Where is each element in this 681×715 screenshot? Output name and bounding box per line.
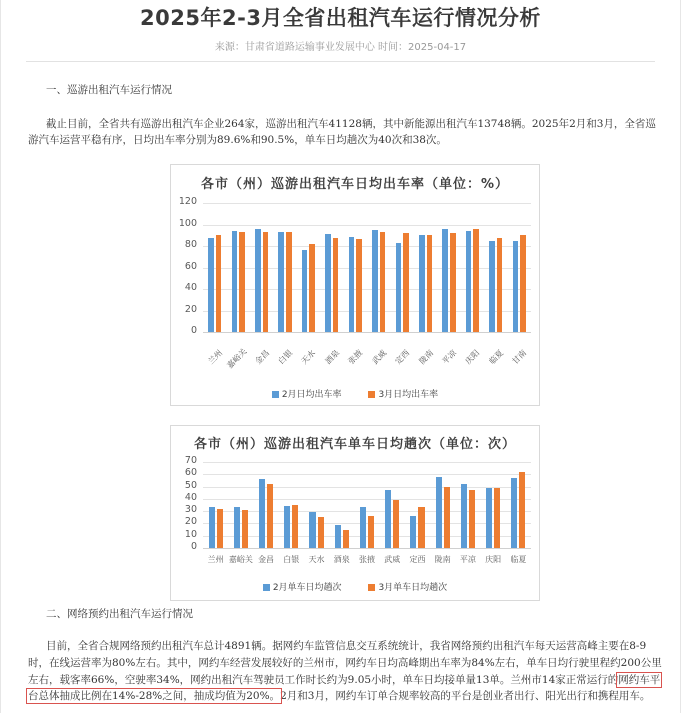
bar [349,237,355,332]
chart-plot-area [184,455,531,564]
gridline [203,511,531,512]
y-tick-label: 40 [184,282,197,293]
bar [325,234,331,332]
bar [356,239,362,332]
bar [209,507,215,548]
x-tick-label: 平凉 [440,348,459,366]
bar [403,233,409,332]
bar [259,479,265,548]
x-tick-label: 甘南 [510,348,529,366]
x-tick-label: 嘉峪关 [228,555,253,564]
bar [309,512,315,548]
highlighted-commission-text: 网约车平台总体抽成比例在14%-28%之间，抽成均值为20%。 [28,673,661,703]
x-tick-label: 金昌 [253,348,271,366]
gridline [203,536,531,537]
x-tick-label: 嘉峪关 [225,346,249,371]
bar [343,530,349,548]
x-tick-label: 定西 [409,555,426,564]
x-tick-label: 天水 [299,348,318,366]
x-tick-label: 临夏 [487,348,506,366]
legend-swatch-mar [368,584,375,591]
y-tick-label: 40 [184,491,197,503]
gridline [203,268,531,269]
gridline [203,487,531,488]
legend-label: 2月单车日均趟次 [272,583,342,593]
x-tick-label: 酒泉 [333,555,350,564]
bar [239,232,245,332]
x-tick-label: 庆阳 [463,348,482,366]
x-tick-label: 定西 [393,348,412,366]
gridline [203,246,531,247]
legend-label: 2月日均出车率 [281,390,342,400]
chart-title: 各市（州）巡游出租汽车日均出车率（单位：%） [200,177,510,192]
y-tick-label: 60 [184,260,197,272]
bar [466,231,472,332]
bar [216,235,222,332]
legend-swatch-feb [263,584,270,591]
y-tick-label: 20 [184,303,197,315]
article-title: 2025年2-3月全省出租汽车运行情况分析 [140,6,541,30]
bar [469,490,475,548]
x-tick-label: 临夏 [510,555,527,564]
y-tick-label: 70 [184,455,197,466]
bar [380,232,386,332]
gridline [203,548,531,549]
bar [442,229,448,332]
bar [519,472,525,548]
gridline [203,225,531,226]
bar [333,238,339,332]
bar [486,488,492,548]
paragraph-text: 目前，全省合规网络预约出租汽车总计4891辆。据网约车监管信息交互系统统计，我省网络预约出租汽车每天运营高峰主要在8-9时，在线运营率为80%左右。其中，网约车经营发展较好的兰州市，网约车日均高峰期出车率为84%左右，单车日均行驶里程约200公里左右，载客率66%，空驶率34%，网约出租汽车驾驶员工作时长约为9.05小时，单车日均接单量13单。兰州市14家正常运行的 [28,640,662,686]
bar [232,231,238,332]
gridline [203,523,531,524]
bar [286,232,292,333]
bar [511,478,517,548]
y-tick-label: 60 [184,467,197,479]
bar [234,507,240,548]
bar [396,243,402,332]
bar [473,229,479,332]
paragraph-text: 2月和3月，网约车订单合规率较高的平台是创业者出行、阳光出行和携程用车。 [280,690,651,703]
y-tick-label: 0 [190,541,197,552]
y-tick-label: 0 [190,325,197,336]
bar [436,477,442,548]
legend-swatch-feb [272,391,279,398]
bar [450,233,456,332]
gridline [203,462,531,463]
divider [26,61,655,62]
y-tick-label: 30 [184,504,197,516]
bar [497,238,503,332]
bar [309,244,315,332]
x-tick-label: 武威 [370,348,388,366]
legend-item-feb [272,387,342,400]
gridline [203,311,531,312]
y-tick-label: 120 [178,196,197,207]
legend-item-feb [263,580,342,593]
bar [513,241,519,332]
bar [419,235,425,332]
bar [292,505,298,548]
x-tick-label: 庆阳 [485,555,502,564]
x-tick-label: 武威 [384,555,401,564]
bar [410,516,416,548]
bar [278,232,284,333]
legend-swatch-mar [368,391,375,398]
y-tick-label: 80 [184,239,197,250]
section-heading-1: 一、巡游出租汽车运行情况 [46,84,172,96]
bar [284,506,290,548]
legend-item-mar [368,387,438,400]
section-heading-2: 二、网络预约出租汽车运行情况 [46,608,193,620]
chart-legend [171,580,539,593]
bar [208,238,214,332]
gridline [203,289,531,290]
y-tick-label: 10 [184,528,197,540]
legend-label: 3月日均出车率 [378,390,439,400]
x-tick-label: 金昌 [258,555,275,564]
gridline [203,474,531,475]
bar [263,232,269,332]
x-tick-label: 平凉 [459,555,476,564]
bar [494,488,500,548]
x-tick-label: 陇南 [434,555,451,564]
bar [418,507,424,548]
chart-daily-dispatch-rate [170,164,540,406]
bar [267,484,273,548]
article-meta: 来源：甘肃省道路运输事业发展中心 时间：2025-04-17 [214,42,467,53]
bar [393,500,399,548]
chart-daily-trips [170,425,540,601]
bar [385,490,391,548]
gridline [203,332,531,333]
bar [427,235,433,332]
bar [360,507,366,548]
bar [368,516,374,548]
x-tick-label: 兰州 [206,348,224,366]
legend-item-mar [368,580,447,593]
section-paragraph-2 [28,638,665,705]
x-tick-label: 白银 [276,348,295,366]
x-tick-label: 张掖 [346,348,365,366]
bar [217,509,223,548]
chart-title: 各市（州）巡游出租汽车单车日均趟次（单位：次） [193,437,516,452]
section-paragraph-1: 截止目前，全省共有巡游出租汽车企业264家，巡游出租汽车41128辆，其中新能源出租汽车13748辆。2025年2月和3月，全省巡游汽车运营平稳有序，日均出车率分别为89.6%和90.5%，单车日均趟次为40次和38次。 [28,118,656,146]
bar [242,510,248,548]
y-tick-label: 20 [184,516,197,528]
x-tick-label: 天水 [308,555,325,564]
bar [461,484,467,548]
gridline [203,203,531,204]
x-tick-label: 酒泉 [323,348,342,366]
bar [335,525,341,548]
x-tick-label: 兰州 [207,555,224,564]
legend-label: 3月单车日均趟次 [378,583,448,593]
chart-plot-area [178,196,531,371]
bar [318,517,324,548]
y-tick-label: 50 [184,479,197,491]
x-tick-label: 白银 [283,555,300,564]
bar [444,487,450,548]
x-tick-label: 陇南 [417,348,435,366]
chart-legend [171,387,539,400]
x-tick-label: 张掖 [358,555,375,564]
bar [489,241,495,332]
bar [255,229,261,332]
y-tick-label: 100 [178,217,197,229]
bar [302,250,308,332]
bar [372,230,378,332]
bar [520,235,526,332]
gridline [203,499,531,500]
